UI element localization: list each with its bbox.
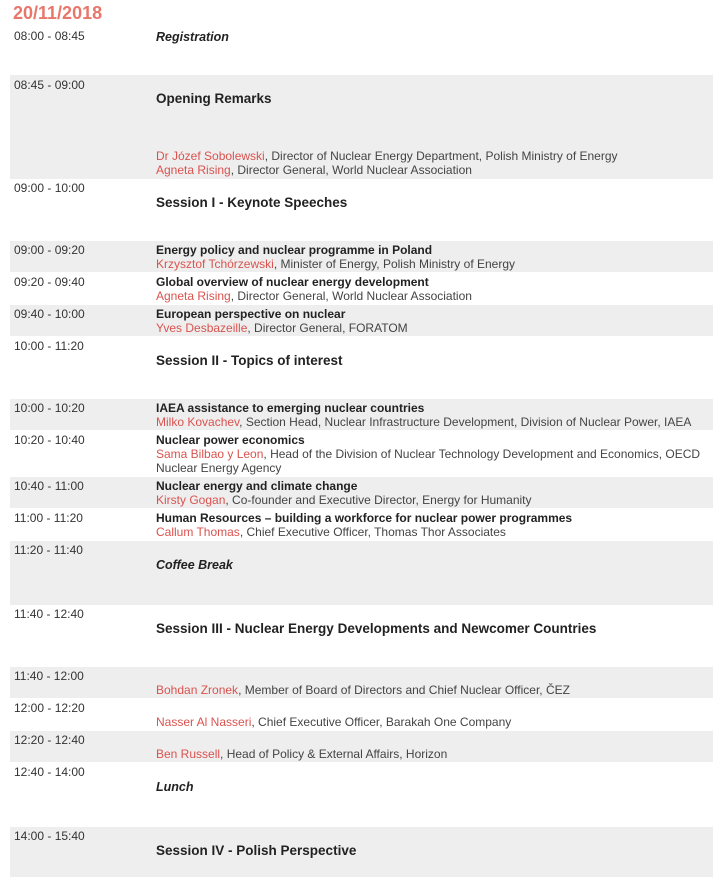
agenda-row (10, 731, 713, 762)
speaker-role: , Director General, FORATOM (247, 321, 408, 335)
speaker-name[interactable]: Agneta Rising (156, 163, 231, 177)
time-slot: 09:00 - 10:00 (14, 181, 85, 195)
speaker-role: , Co-founder and Executive Director, Energy for Humanity (225, 493, 532, 507)
speaker-line (156, 321, 707, 335)
time-slot: 11:40 - 12:40 (14, 607, 84, 621)
speaker-line (156, 415, 707, 429)
speaker-role: , Minister of Energy, Polish Ministry of Energy (273, 257, 516, 271)
session-title: Lunch (156, 780, 194, 794)
agenda-row (10, 179, 713, 241)
session-title: Session IV - Polish Perspective (156, 843, 357, 858)
speaker-role: , Section Head, Nuclear Infrastructure Development, Division of Nuclear Power, IAEA (239, 415, 692, 429)
agenda-row (10, 477, 713, 508)
agenda-row (10, 431, 713, 476)
speaker-line (156, 747, 707, 761)
speaker-name[interactable]: Nasser Al Nasseri (156, 715, 252, 729)
agenda-row (10, 241, 713, 272)
time-slot: 14:00 - 15:40 (14, 829, 85, 843)
session-title: Session I - Keynote Speeches (156, 195, 348, 210)
speaker-role: , Head of Policy & External Affairs, Horizon (220, 747, 448, 761)
agenda-row (10, 763, 713, 827)
time-slot: 09:20 - 09:40 (14, 275, 85, 289)
time-slot: 11:40 - 12:00 (14, 669, 84, 683)
agenda-row (10, 509, 713, 540)
agenda-row (10, 273, 713, 304)
speaker-line (156, 447, 707, 475)
speaker-role: , Director General, World Nuclear Association (230, 163, 472, 177)
speaker-role: , Chief Executive Officer, Thomas Thor Associates (239, 525, 506, 539)
time-slot: 08:45 - 09:00 (14, 78, 85, 92)
talk-title: Human Resources – building a workforce for nuclear power programmes (156, 511, 573, 525)
agenda-row (10, 827, 713, 877)
speaker-role: , Director of Nuclear Energy Department, Polish Ministry of Energy (264, 149, 618, 163)
speaker-name[interactable]: Milko Kovachev (156, 415, 240, 429)
speaker-line (156, 525, 707, 539)
speaker-name[interactable]: Kirsty Gogan (156, 493, 226, 507)
speaker-role: , Director General, World Nuclear Association (230, 289, 472, 303)
agenda-row (10, 399, 713, 430)
talk-title: IAEA assistance to emerging nuclear countries (156, 401, 425, 415)
speaker-name[interactable]: Yves Desbazeille (156, 321, 248, 335)
session-title: Session III - Nuclear Energy Developments and Newcomer Countries (156, 621, 597, 636)
session-title: Session II - Topics of interest (156, 353, 343, 368)
talk-title: Nuclear energy and climate change (156, 479, 358, 493)
speaker-name[interactable]: Bohdan Zronek (156, 683, 239, 697)
agenda-row (10, 605, 713, 667)
speaker-line (156, 257, 707, 271)
time-slot: 10:20 - 10:40 (14, 433, 85, 447)
time-slot: 12:40 - 14:00 (14, 765, 85, 779)
speaker-name[interactable]: Callum Thomas (156, 525, 240, 539)
agenda-row (10, 541, 713, 605)
talk-title: Nuclear power economics (156, 433, 305, 447)
speaker-name[interactable]: Ben Russell (156, 747, 221, 761)
agenda-row (10, 699, 713, 730)
agenda-row (10, 337, 713, 399)
speaker-line (156, 493, 707, 507)
time-slot: 10:00 - 10:20 (14, 401, 85, 415)
time-slot: 10:00 - 11:20 (14, 339, 84, 353)
talk-title: Energy policy and nuclear programme in Poland (156, 243, 433, 257)
time-slot: 09:00 - 09:20 (14, 243, 85, 257)
time-slot: 12:20 - 12:40 (14, 733, 85, 747)
speaker-role: , Chief Executive Officer, Barakah One Company (251, 715, 512, 729)
speaker-role: , Head of the Division of Nuclear Technology Development and Economics, OECD Nuclear Energy Agency (156, 447, 701, 475)
session-title: Coffee Break (156, 558, 233, 572)
time-slot: 11:20 - 11:40 (14, 543, 83, 557)
agenda-date: 20/11/2018 (13, 3, 103, 23)
speaker-line (156, 715, 707, 729)
talk-title: Global overview of nuclear energy development (156, 275, 429, 289)
speaker-line (156, 289, 707, 303)
time-slot: 08:00 - 08:45 (14, 29, 85, 43)
speaker-name[interactable]: Krzysztof Tchórzewski (156, 257, 274, 271)
time-slot: 09:40 - 10:00 (14, 307, 85, 321)
time-slot: 11:00 - 11:20 (14, 511, 83, 525)
time-slot: 12:00 - 12:20 (14, 701, 85, 715)
speaker-line (156, 149, 707, 163)
agenda-row (10, 75, 713, 179)
speaker-name[interactable]: Agneta Rising (156, 289, 231, 303)
time-slot: 10:40 - 11:00 (14, 479, 84, 493)
speaker-line (156, 163, 707, 177)
agenda-row (10, 305, 713, 336)
speaker-line (156, 683, 707, 697)
agenda-row (10, 27, 713, 69)
session-title: Opening Remarks (156, 91, 272, 106)
speaker-name[interactable]: Sama Bilbao y Leon (156, 447, 264, 461)
session-title: Registration (156, 30, 229, 44)
talk-title: European perspective on nuclear (156, 307, 346, 321)
agenda-row (10, 667, 713, 698)
speaker-name[interactable]: Dr Józef Sobolewski (156, 149, 265, 163)
speaker-role: , Member of Board of Directors and Chief Nuclear Officer, ČEZ (238, 683, 570, 697)
